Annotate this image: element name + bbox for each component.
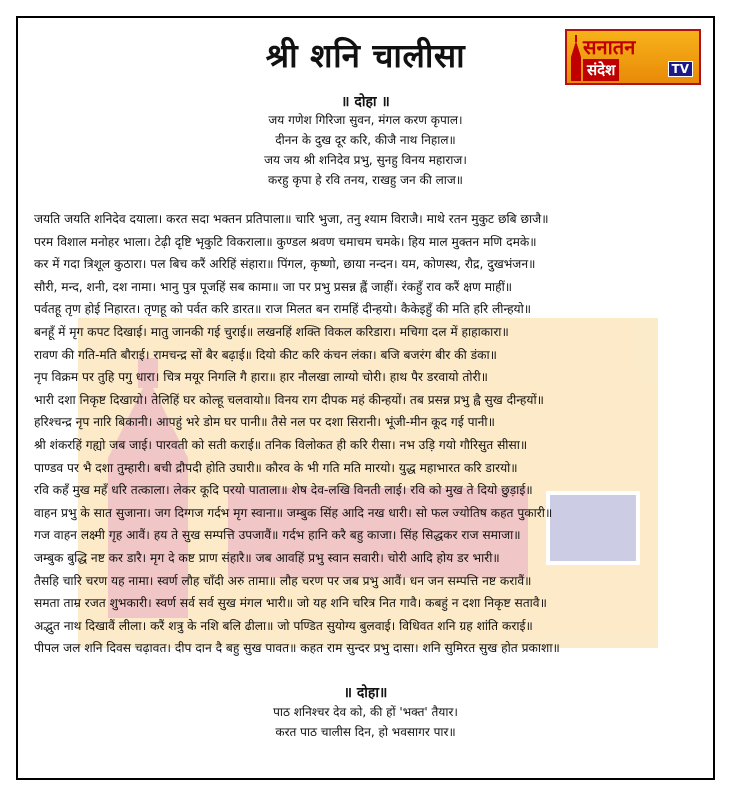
doha-line: दीनन के दुख दूर करि, कीजै नाथ निहाल॥ xyxy=(275,133,456,147)
chaupai-verses xyxy=(34,208,700,660)
verse-line: पीपल जल शनि दिवस चढ़ावत। दीप दान दै बहु सुख पावत॥ कहत राम सुन्दर प्रभु दासा। शनि सुमिरत सुख होत प्रकाशा॥ xyxy=(34,641,560,656)
verse-line: पर्वतहू तृण होई निहारत। तृणहू को पर्वत करि डारत॥ राज मिलत बन रामहिं दीन्हयो। कैकेइहुँ की मति हरि लीन्हयो॥ xyxy=(34,302,532,317)
verse-line: जम्बुक बुद्धि नष्ट कर डारै। मृग दे कष्ट प्राण संहारै॥ जब आवहिं प्रभु स्वान सवारी। चोरी आदि होय डर भारी॥ xyxy=(34,550,500,565)
verse-line: सौरी, मन्द, शनी, दश नामा। भानु पुत्र पूजहिं सब कामा॥ जा पर प्रभु प्रसन्न ह्वैं जाहीं। रंकहुँ राव करैं क्षण माहीं॥ xyxy=(34,279,513,294)
doha-line: पाठ शनिश्चर देव को, की हों 'भक्त' तैयार। xyxy=(273,705,458,719)
verse-line: वाहन प्रभु के सात सुजाना। जग दिग्गज गर्दभ मृग स्वाना॥ जम्बुक सिंह आदि नख धारी। सो फल ज्योतिष कहत पुकारी॥ xyxy=(34,505,553,520)
verse-line: पाण्डव पर भै दशा तुम्हारी। बची द्रौपदी होति उघारी॥ कौरव के भी गति मति मारयो। युद्ध महाभारत करि डारयो॥ xyxy=(34,460,518,475)
verse-line: तैसहि चारि चरण यह नामा। स्वर्ण लौह चाँदी अरु तामा॥ लौह चरण पर जब प्रभु आवैं। धन जन सम्पत्ति नष्ट करावैं॥ xyxy=(34,573,532,588)
logo-tv-badge: TV xyxy=(668,61,693,77)
verse-line: अद्भुत नाथ दिखावैं लीला। करैं शत्रु के नशि बलि ढीला॥ जो पण्डित सुयोग्य बुलवाई। विधिवत शनि ग्रह शांति कराई॥ xyxy=(34,618,533,633)
doha-line: जय गणेश गिरिजा सुवन, मंगल करण कृपाल। xyxy=(268,113,463,127)
doha-heading-opening: ॥ दोहा ॥ xyxy=(341,94,390,110)
verse-line: नृप विक्रम पर तुहि पगु धारा। चित्र मयूर निगलि गै हारा॥ हार नौलखा लाग्यो चोरी। हाथ पैर डरवायो तोरी॥ xyxy=(34,370,488,385)
doha-line: करहु कृपा हे रवि तनय, राखहु जन की लाज॥ xyxy=(268,173,463,187)
verse-line: श्री शंकरहिं गह्यो जब जाई। पारवती को सती कराई॥ तनिक विलोकत ही करि रीसा। नभ उड़ि गयो गौरिसुत सीसा॥ xyxy=(34,437,528,452)
closing-doha xyxy=(18,702,713,742)
verse-line: बनहूँ में मृग कपट दिखाई। मातु जानकी गई चुराई॥ लखनहिं शक्ति विकल करिडारा। मचिगा दल में हाहाकारा॥ xyxy=(34,324,509,339)
verse-line: रवि कहँ मुख महँ धरि तत्काला। लेकर कूदि परयो पाताला॥ शेष देव-लखि विनती लाई। रवि को मुख ते दियो छुड़ाई॥ xyxy=(34,483,533,498)
verse-line: समता ताम्र रजत शुभकारी। स्वर्ण सर्व सर्व सुख मंगल भारी॥ जो यह शनि चरित्र नित गावै। कबहुं न दशा निकृष्ट सतावै॥ xyxy=(34,596,547,611)
verse-line: परम विशाल मनोहर भाला। टेढ़ी दृष्टि भृकुटि विकराला॥ कुण्डल श्रवण चमाचम चमके। हिय माल मुक्तन मणि दमके॥ xyxy=(34,234,537,249)
opening-doha xyxy=(18,110,713,190)
logo-text-sanatan: सनातन xyxy=(583,35,636,59)
doha-line: जय जय श्री शनिदेव प्रभु, सुनहु विनय महाराज। xyxy=(264,153,467,167)
verse-line: हरिश्चन्द्र नृप नारि बिकानी। आपहुं भरे डोम घर पानी॥ तैसे नल पर दशा सिरानी। भूंजी-मीन कूद गई पानी॥ xyxy=(34,415,495,430)
verse-line: जयति जयति शनिदेव दयाला। करत सदा भक्तन प्रतिपाला॥ चारि भुजा, तनु श्याम विराजै। माथे रतन मुकुट छबि छाजै॥ xyxy=(34,212,549,226)
verse-line: गज वाहन लक्ष्मी गृह आवैं। हय ते सुख सम्पत्ति उपजावैं॥ गर्दभ हानि करै बहु काजा। सिंह सिद्धकर राज समाजा॥ xyxy=(34,528,521,543)
doha-line: करत पाठ चालीस दिन, हो भवसागर पार॥ xyxy=(275,725,456,739)
verse-line: भारी दशा निकृष्ट दिखायो। तेलिहिं घर कोल्हू चलवायो॥ विनय राग दीपक महं कीन्हयों। तब प्रसन्न प्रभु ह्वै सुख दीन्हयों॥ xyxy=(34,392,544,407)
sanatan-sandesh-tv-logo xyxy=(565,29,701,85)
verse-line: रावण की गति-मति बौराई। रामचन्द्र सों बैर बढ़ाई॥ दियो कीट करि कंचन लंका। बजि बजरंग बीर की डंका॥ xyxy=(34,347,497,362)
temple-icon xyxy=(569,35,583,81)
page-title: श्री शनि चालीसा xyxy=(265,36,466,75)
page-frame xyxy=(16,16,715,780)
logo-text-sandesh: संदेश xyxy=(583,59,619,81)
doha-heading-closing: ॥ दोहा॥ xyxy=(343,685,388,701)
verse-line: कर में गदा त्रिशूल कुठारा। पल बिच करैं अरिहिं संहारा॥ पिंगल, कृष्णो, छाया नन्दन। यम, कोणस्थ, रौद्र, दुखभंजन॥ xyxy=(34,257,536,272)
